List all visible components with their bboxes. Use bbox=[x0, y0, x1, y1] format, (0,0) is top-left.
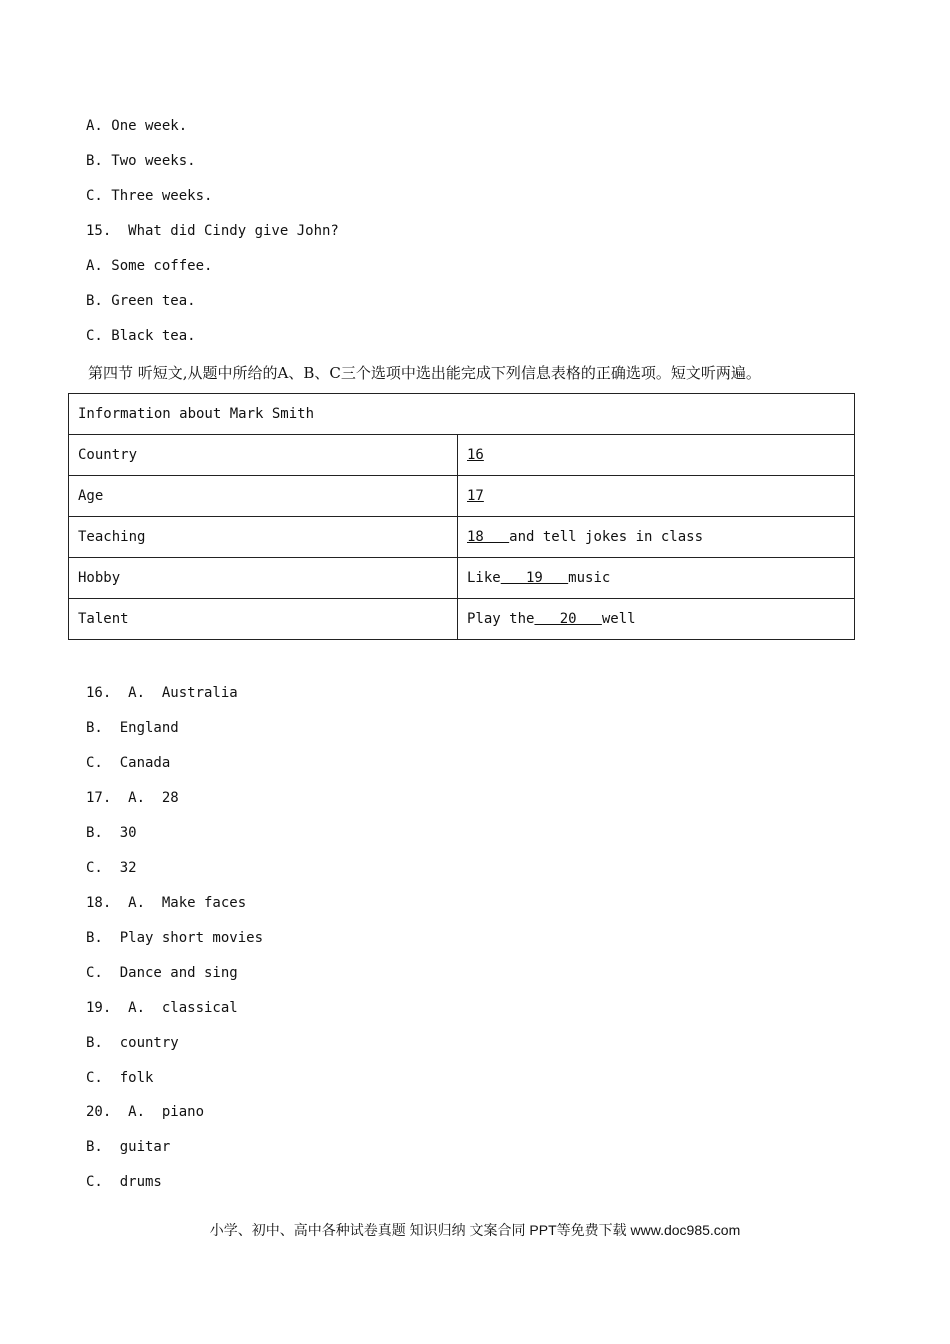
option-line: B. guitar bbox=[86, 1139, 171, 1155]
row-suffix: and tell jokes in class bbox=[509, 529, 704, 545]
option-line: C. Three weeks. bbox=[86, 188, 213, 204]
question-line: 17. A. 28 bbox=[86, 790, 179, 806]
option-line: C. 32 bbox=[86, 860, 137, 876]
row-value bbox=[458, 517, 855, 558]
answer-blank: 17 bbox=[467, 488, 484, 504]
info-table bbox=[68, 393, 855, 640]
option-line: B. England bbox=[86, 720, 179, 736]
row-value bbox=[458, 599, 855, 640]
row-prefix: Play the bbox=[467, 611, 535, 627]
answer-blank: 16 bbox=[467, 447, 484, 463]
option-line: B. Two weeks. bbox=[86, 153, 196, 169]
table-row bbox=[69, 599, 855, 640]
answer-blank: 20 bbox=[534, 611, 602, 627]
answer-blank: 18 bbox=[467, 529, 510, 545]
row-label: Age bbox=[69, 476, 458, 517]
question-line: 20. A. piano bbox=[86, 1104, 205, 1120]
row-prefix: Like bbox=[467, 570, 501, 586]
table-row bbox=[69, 476, 855, 517]
table-header-row bbox=[69, 394, 855, 435]
row-value bbox=[458, 476, 855, 517]
question-line: 16. A. Australia bbox=[86, 685, 238, 701]
table-row bbox=[69, 558, 855, 599]
option-line: C. Dance and sing bbox=[86, 965, 238, 981]
row-value bbox=[458, 435, 855, 476]
row-label: Talent bbox=[69, 599, 458, 640]
option-line: C. Canada bbox=[86, 755, 171, 771]
row-value bbox=[458, 558, 855, 599]
option-line: B. Play short movies bbox=[86, 930, 264, 946]
option-line: B. 30 bbox=[86, 825, 137, 841]
table-row bbox=[69, 517, 855, 558]
option-line: A. One week. bbox=[86, 118, 188, 134]
option-line: C. folk bbox=[86, 1070, 154, 1086]
option-line: B. country bbox=[86, 1035, 179, 1051]
option-line: B. Green tea. bbox=[86, 293, 196, 309]
row-label: Teaching bbox=[69, 517, 458, 558]
row-label: Country bbox=[69, 435, 458, 476]
question-line: 19. A. classical bbox=[86, 1000, 238, 1016]
question-line: 15. What did Cindy give John? bbox=[86, 223, 339, 239]
row-suffix: music bbox=[568, 570, 611, 586]
row-label: Hobby bbox=[69, 558, 458, 599]
row-suffix: well bbox=[601, 611, 636, 627]
option-line: C. Black tea. bbox=[86, 328, 196, 344]
table-row bbox=[69, 435, 855, 476]
section-title: 第四节 听短文,从题中所给的A、B、C三个选项中选出能完成下列信息表格的正确选项。短文听两遍。 bbox=[88, 364, 761, 382]
option-line: C. drums bbox=[86, 1174, 162, 1190]
answer-blank: 19 bbox=[500, 570, 569, 586]
option-line: A. Some coffee. bbox=[86, 258, 213, 274]
table-header: Information about Mark Smith bbox=[69, 394, 855, 435]
page-footer: 小学、初中、高中各种试卷真题 知识归纳 文案合同 PPT等免费下载 www.doc985.com bbox=[209, 1222, 741, 1238]
question-line: 18. A. Make faces bbox=[86, 895, 247, 911]
